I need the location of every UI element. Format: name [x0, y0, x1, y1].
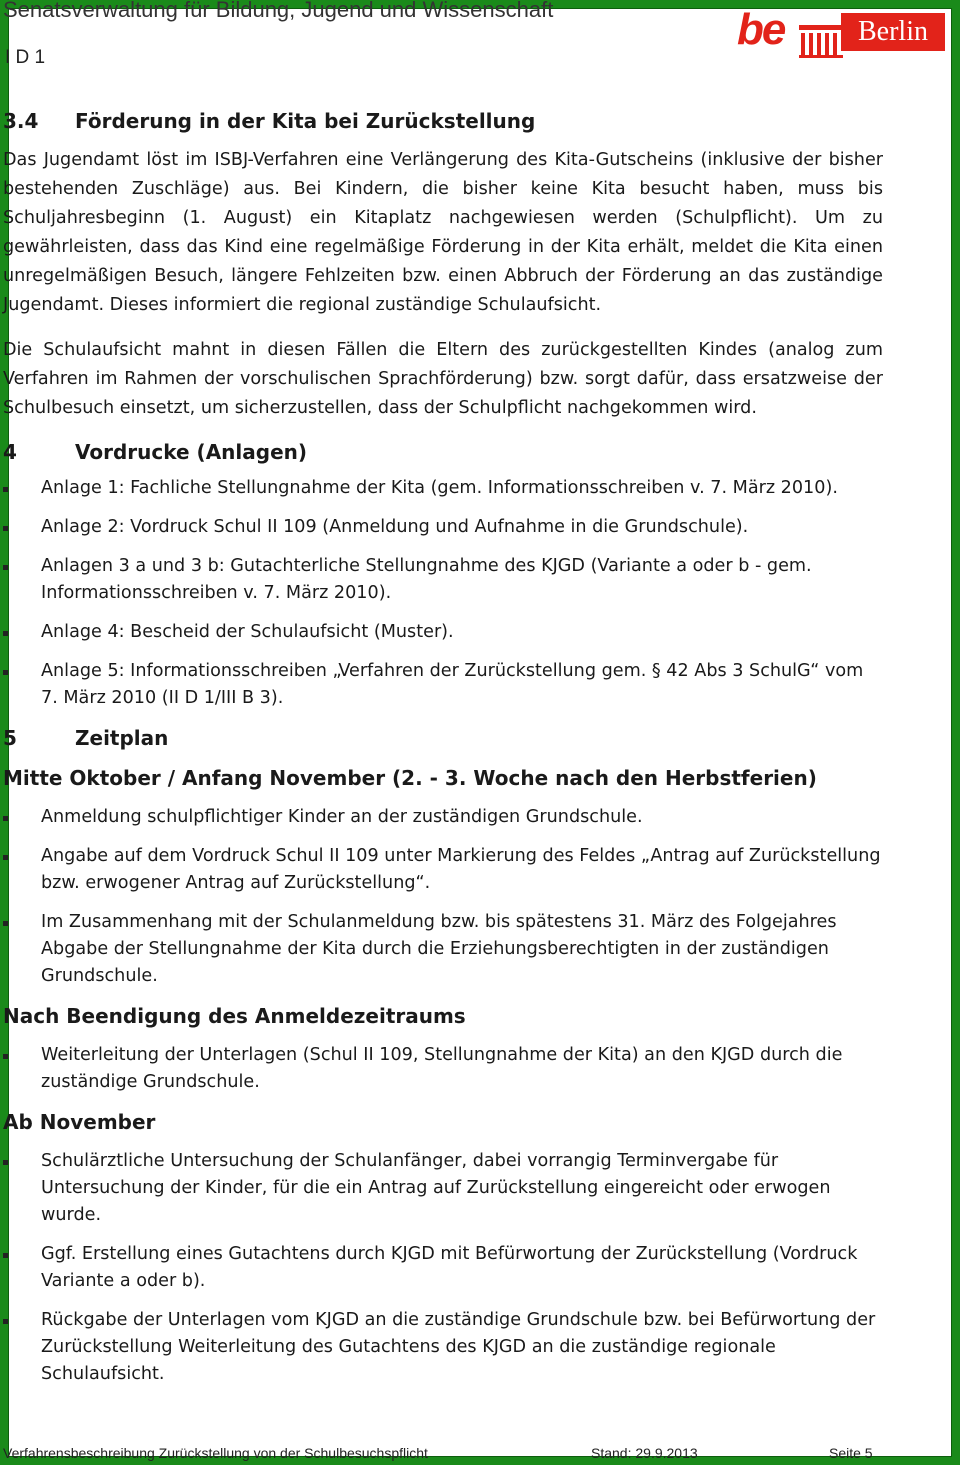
bullet-icon: [3, 921, 8, 926]
section-4-heading: [3, 438, 883, 466]
paragraph: Das Jugendamt löst im ISBJ-Verfahren eine Verlängerung des Kita-Gutscheins (inklusive der bisher bestehenden Zuschläge) aus. Bei Kindern, die bisher keine Kita besucht haben, muss bis Schuljahresbeginn (1. August) ein Kitaplatz nachgewiesen werden (Schulpflicht). Um zu gewährleisten, dass das Kind eine regelmäßige Förderung in der Kita erhält, meldet die Kita einen unregelmäßigen Besuch, längere Fehlzeiten bzw. einen Abbruch der Förderung an das zuständige Jugendamt. Dieses informiert die regional zuständige Schulaufsicht.: [3, 150, 883, 315]
section-3-4-heading: [3, 107, 883, 135]
list-item: [3, 514, 883, 541]
footer-doc-title: Verfahrensbeschreibung Zurückstellung von der Schulbesuchspflicht: [3, 1445, 428, 1461]
list-item: [3, 1241, 883, 1295]
footer-stand: Stand: 29.9.2013: [591, 1445, 698, 1461]
section-number: 5: [3, 726, 17, 750]
bullet-icon: [3, 1319, 8, 1324]
list-item: [3, 909, 883, 990]
list-item: [3, 658, 883, 712]
timeline-heading: Nach Beendigung des Anmeldezeitraums: [3, 1004, 466, 1028]
list-item-text: Anlage 5: Informationsschreiben „Verfahren der Zurückstellung gem. § 42 Abs 3 SchulG“ vom 7. März 2010 (II D 1/III B 3).: [41, 661, 864, 708]
bullet-icon: [3, 565, 8, 570]
bullet-icon: [3, 670, 8, 675]
logo-prefix: be: [737, 5, 785, 54]
header-organization: Senatsverwaltung für Bildung, Jugend und Wissenschaft: [3, 0, 554, 22]
list-item-text: Anlage 2: Vordruck Schul II 109 (Anmeldung und Aufnahme in die Grundschule).: [41, 517, 749, 537]
bullet-icon: [3, 1054, 8, 1059]
timeline-list: [3, 1148, 883, 1388]
timeline-list: [3, 1042, 883, 1096]
bullet-icon: [3, 855, 8, 860]
brandenburg-gate-icon: [799, 21, 847, 59]
list-item: [3, 804, 883, 831]
berlin-logo: [737, 5, 949, 59]
bullet-icon: [3, 816, 8, 821]
list-item-text: Im Zusammenhang mit der Schulanmeldung bzw. bis spätestens 31. März des Folgejahres Abgabe der Stellungnahme der Kita durch die Erziehungsberechtigten in der zuständigen Grundschule.: [41, 912, 837, 986]
document-page: [3, 0, 952, 1461]
bullet-icon: [3, 487, 8, 492]
section-5-heading: [3, 724, 883, 752]
list-item-text: Anlagen 3 a und 3 b: Gutachterliche Stellungnahme des KJGD (Variante a oder b - gem. Informationsschreiben v. 7. März 2010).: [41, 556, 812, 603]
timeline-heading: Mitte Oktober / Anfang November (2. - 3. Woche nach den Herbstferien): [3, 766, 817, 790]
main-content: [3, 107, 883, 1400]
section-title: Zeitplan: [75, 726, 169, 750]
list-item: [3, 1307, 883, 1388]
header-unit: I D 1: [5, 47, 46, 68]
list-item-text: Angabe auf dem Vordruck Schul II 109 unter Markierung des Feldes „Antrag auf Zurückstellung bzw. erwogener Antrag auf Zurückstellung“.: [41, 846, 881, 893]
list-item-text: Ggf. Erstellung eines Gutachtens durch KJGD mit Befürwortung der Zurückstellung (Vordruck Variante a oder b).: [41, 1244, 858, 1291]
attachments-list: [3, 475, 883, 712]
logo-berlin-text: Berlin: [858, 16, 928, 47]
list-item: [3, 1148, 883, 1229]
section-number: 3.4: [3, 109, 39, 133]
paragraph: Die Schulaufsicht mahnt in diesen Fällen die Eltern des zurückgestellten Kindes (analog zum Verfahren im Rahmen der vorschulischen Sprachförderung) bzw. sorgt dafür, dass ersatzweise der Schulbesuch einsetzt, um sicherzustellen, dass der Schulpflicht nachgekommen wird.: [3, 340, 883, 418]
list-item-text: Anlage 4: Bescheid der Schulaufsicht (Muster).: [41, 622, 454, 642]
bullet-icon: [3, 1160, 8, 1165]
timeline-list: [3, 804, 883, 990]
list-item: [3, 843, 883, 897]
list-item: [3, 1042, 883, 1096]
list-item: [3, 475, 883, 502]
list-item-text: Anmeldung schulpflichtiger Kinder an der zuständigen Grundschule.: [41, 807, 643, 827]
list-item-text: Anlage 1: Fachliche Stellungnahme der Kita (gem. Informationsschreiben v. 7. März 2010).: [41, 478, 838, 498]
bullet-icon: [3, 631, 8, 636]
timeline-heading: Ab November: [3, 1110, 156, 1134]
list-item-text: Weiterleitung der Unterlagen (Schul II 109, Stellungnahme der Kita) an den KJGD durch die zuständige Grundschule.: [41, 1045, 843, 1092]
section-title: Förderung in der Kita bei Zurückstellung: [75, 109, 536, 133]
list-item-text: Rückgabe der Unterlagen vom KJGD an die zuständige Grundschule bzw. bei Befürwortung der Zurückstellung Weiterleitung des Gutachtens des KJGD an die zuständige regionale Schulaufsicht.: [41, 1310, 876, 1384]
bullet-icon: [3, 526, 8, 531]
list-item: [3, 619, 883, 646]
list-item: [3, 553, 883, 607]
section-title: Vordrucke (Anlagen): [75, 440, 308, 464]
section-number: 4: [3, 440, 17, 464]
footer-page-number: Seite 5: [829, 1445, 873, 1461]
list-item-text: Schulärztliche Untersuchung der Schulanfänger, dabei vorrangig Terminvergabe für Untersuchung der Kinder, für die ein Antrag auf Zurückstellung eingereicht oder erwogen wurde.: [41, 1151, 831, 1225]
bullet-icon: [3, 1253, 8, 1258]
logo-berlin-box: [841, 13, 945, 51]
